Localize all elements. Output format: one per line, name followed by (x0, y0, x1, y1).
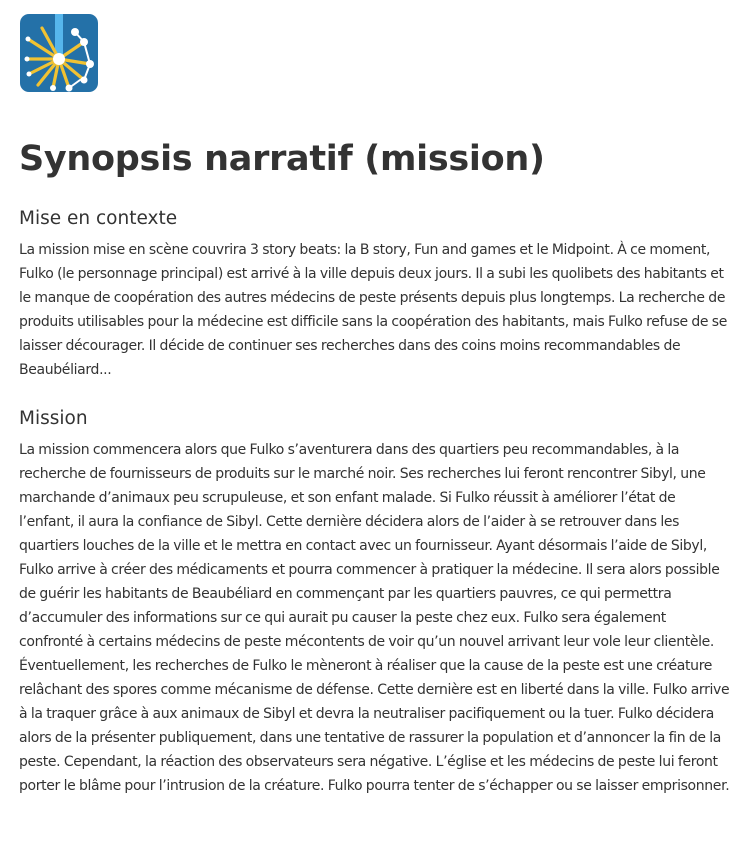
section-heading-context: Mise en contexte (19, 208, 178, 229)
section-body-context: La mission mise en scène couvrira 3 story beats: la B story, Fun and games et le Midpoint. À ce moment, Fulko (le personnage principal) est arrivé à la ville depuis deux jours. Il a subi les quolibets des habitants et le manque de coopération des autres médecins de peste présents depuis plus longtemps. La recherche de produits utilisables pour la médecine est difficile sans la coopération des habitants, mais Fulko refuse de se laisser décourager. Il décide de continuer ses recherches dans des coins moins recommandables de Beaubéliard... (19, 242, 727, 378)
main-content (19, 133, 731, 798)
site-logo[interactable] (20, 14, 98, 92)
page-title: Synopsis narratif (mission) (19, 139, 545, 179)
section-heading-mission: Mission (19, 408, 88, 429)
starburst-logo-icon (20, 14, 98, 92)
section-body-mission: La mission commencera alors que Fulko s’aventurera dans des quartiers peu recommandables, à la recherche de fournisseurs de produits sur le marché noir. Ses recherches lui feront rencontrer Sibyl, une marchande d’animaux peu scrupuleuse, et son enfant malade. Si Fulko réussit à améliorer l’état de l’enfant, il aura la confiance de Sibyl. Cette dernière décidera alors de l’aider à se retrouver dans les quartiers louches de la ville et le mettra en contact avec un fournisseur. Ayant désormais l’aide de Sibyl, Fulko arrive à créer des médicaments et pourra commencer à pratiquer la médecine. Il sera alors possible de guérir les habitants de Beaubéliard en commençant par les quartiers pauvres, ce qui permettra d’accumuler des informations sur ce qui aurait pu causer la peste chez eux. Fulko sera également confronté à certains médecins de peste mécontents de voir qu’un nouvel arrivant leur vole leur clientèle. Éventuellement, les recherches de Fulko le mèneront à réaliser que la cause de la peste est une créature relâchant des spores comme mécanisme de défense. Cette dernière est en liberté dans la ville. Fulko arrive à la traquer grâce à aux animaux de Sibyl et devra la neutraliser pacifiquement ou la tuer. Fulko décidera alors de la présenter publiquement, dans une tentative de rassurer la population et d’annoncer la fin de la peste. Cependant, la réaction des observateurs sera négative. L’église et les médecins de peste lui feront porter le blâme pour l’intrusion de la créature. Fulko pourra tenter de s’échapper ou se laisser emprisonner. (19, 442, 730, 794)
